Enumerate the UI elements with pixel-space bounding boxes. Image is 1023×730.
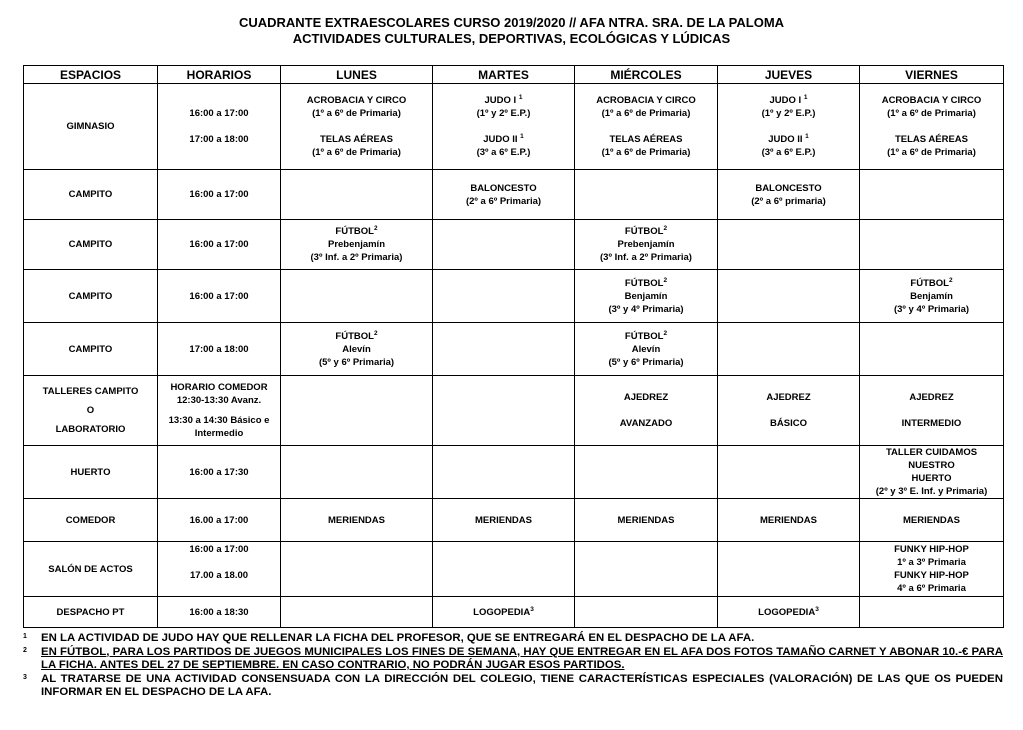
empty-cell xyxy=(718,323,860,376)
activity-cell: FÚTBOL$^2$ Benjamín (3º y 4º Primaria) xyxy=(575,270,718,323)
empty-cell xyxy=(718,220,860,270)
horario-cell: 16:00 a 17:00 17.00 a 18.00 xyxy=(158,542,281,597)
footnote-number: 1 xyxy=(23,633,27,640)
empty-cell xyxy=(281,270,433,323)
espacio-cell: CAMPITO xyxy=(24,220,158,270)
header-horarios: HORARIOS xyxy=(158,66,281,84)
activity-cell: FÚTBOL$^2$ Alevín (5º y 6º Primaria) xyxy=(575,323,718,376)
empty-cell xyxy=(575,170,718,220)
empty-cell xyxy=(281,376,433,446)
empty-cell xyxy=(281,446,433,499)
empty-cell xyxy=(433,376,575,446)
empty-cell xyxy=(575,542,718,597)
empty-cell xyxy=(718,542,860,597)
footnote-3 xyxy=(23,673,1003,700)
empty-cell xyxy=(433,270,575,323)
activity-cell: BALONCESTO (2º a 6º Primaria) xyxy=(433,170,575,220)
activity-cell: MERIENDAS xyxy=(575,499,718,542)
horario-cell: 16:00 a 17:00 xyxy=(158,270,281,323)
espacio-cell: HUERTO xyxy=(24,446,158,499)
empty-cell xyxy=(281,170,433,220)
schedule-table xyxy=(23,65,1004,628)
espacio-cell: CAMPITO xyxy=(24,270,158,323)
espacio-cell: CAMPITO xyxy=(24,170,158,220)
header-espacios: ESPACIOS xyxy=(24,66,158,84)
footnote-text: EN LA ACTIVIDAD DE JUDO HAY QUE RELLENAR LA FICHA DEL PROFESOR, QUE SE ENTREGARÁ EN EL DESPACHO DE LA AFA. xyxy=(41,632,755,644)
header-lunes: LUNES xyxy=(281,66,433,84)
table-row xyxy=(24,170,1004,220)
header-row xyxy=(24,66,1004,84)
empty-cell xyxy=(575,446,718,499)
horario-cell: 16:00 a 17:00 xyxy=(158,170,281,220)
empty-cell xyxy=(860,170,1004,220)
empty-cell xyxy=(433,323,575,376)
empty-cell xyxy=(433,446,575,499)
activity-cell: FÚTBOL$^2$ Alevín (5º y 6º Primaria) xyxy=(281,323,433,376)
espacio-cell: DESPACHO PT xyxy=(24,597,158,628)
table-row xyxy=(24,323,1004,376)
horario-cell: 16:00 a 18:30 xyxy=(158,597,281,628)
header-viernes: VIERNES xyxy=(860,66,1004,84)
horario-cell: 16.00 a 17:00 xyxy=(158,499,281,542)
empty-cell xyxy=(718,270,860,323)
activity-cell: FÚTBOL$^2$ Prebenjamín (3º Inf. a 2º Primaria) xyxy=(281,220,433,270)
activity-cell: LOGOPEDIA$^3$ xyxy=(433,597,575,628)
horario-cell: 17:00 a 18:00 xyxy=(158,323,281,376)
footnote-1 xyxy=(23,632,1003,646)
empty-cell xyxy=(281,542,433,597)
table-row xyxy=(24,446,1004,499)
horario-cell: 16:00 a 17:00 xyxy=(158,220,281,270)
horario-cell: 16:00 a 17:30 xyxy=(158,446,281,499)
activity-cell: AJEDREZ BÁSICO xyxy=(718,376,860,446)
activity-cell: MERIENDAS xyxy=(281,499,433,542)
espacio-cell: SALÓN DE ACTOS xyxy=(24,542,158,597)
empty-cell xyxy=(281,597,433,628)
activity-cell: AJEDREZ INTERMEDIO xyxy=(860,376,1004,446)
activity-cell: ACROBACIA Y CIRCO (1º a 6º de Primaria) TELAS AÉREAS (1º a 6º de Primaria) xyxy=(281,84,433,170)
activity-cell: ACROBACIA Y CIRCO (1º a 6º de Primaria) TELAS AÉREAS (1º a 6º de Primaria) xyxy=(575,84,718,170)
table-row xyxy=(24,597,1004,628)
empty-cell xyxy=(433,542,575,597)
document-subtitle: ACTIVIDADES CULTURALES, DEPORTIVAS, ECOLÓGICAS Y LÚDICAS xyxy=(292,31,731,46)
activity-cell: FÚTBOL$^2$ Prebenjamín (3º Inf. a 2º Primaria) xyxy=(575,220,718,270)
horario-cell: 16:00 a 17:00 17:00 a 18:00 xyxy=(158,84,281,170)
header-miercoles: MIÉRCOLES xyxy=(575,66,718,84)
activity-cell: JUDO I $^1$ (1º y 2º E.P.) JUDO II $^1$ (3º a 6º E.P.) xyxy=(718,84,860,170)
table-row xyxy=(24,84,1004,170)
header-martes: MARTES xyxy=(433,66,575,84)
activity-cell: ACROBACIA Y CIRCO (1º a 6º de Primaria) TELAS AÉREAS (1º a 6º de Primaria) xyxy=(860,84,1004,170)
activity-cell: TALLER CUIDAMOS NUESTRO HUERTO (2º y 3º E. Inf. y Primaria) xyxy=(860,446,1004,499)
espacio-cell: COMEDOR xyxy=(24,499,158,542)
table-row xyxy=(24,499,1004,542)
footnote-number: 3 xyxy=(23,673,27,681)
empty-cell xyxy=(433,220,575,270)
footnote-number: 2 xyxy=(23,646,27,654)
table-row xyxy=(24,376,1004,446)
footnote-2 xyxy=(23,646,1003,673)
table-row xyxy=(24,542,1004,597)
empty-cell xyxy=(718,446,860,499)
activity-cell: MERIENDAS xyxy=(433,499,575,542)
table-row xyxy=(24,270,1004,323)
document-title: CUADRANTE EXTRAESCOLARES CURSO 2019/2020 // AFA NTRA. SRA. DE LA PALOMA xyxy=(238,15,785,30)
footnotes xyxy=(23,632,1003,700)
activity-cell: BALONCESTO (2º a 6º primaria) xyxy=(718,170,860,220)
empty-cell xyxy=(860,597,1004,628)
activity-cell: FUNKY HIP-HOP 1º a 3º Primaria FUNKY HIP-HOP 4º a 6º Primaria xyxy=(860,542,1004,597)
table-row xyxy=(24,220,1004,270)
footnote-text: EN FÚTBOL, PARA LOS PARTIDOS DE JUEGOS MUNICIPALES LOS FINES DE SEMANA, HAY QUE ENTREGAR EN EL AFA DOS FOTOS TAMAÑO CARNET Y ABONAR 10.-€ PARA LA FICHA. ANTES DEL 27 DE SEPTIEMBRE. EN CASO CONTRARIO, NO PODRÁN JUGAR ESOS PARTIDOS. xyxy=(41,645,1003,671)
empty-cell xyxy=(860,323,1004,376)
espacio-cell: TALLERES CAMPITO O LABORATORIO xyxy=(24,376,158,446)
activity-cell: LOGOPEDIA$^3$ xyxy=(718,597,860,628)
activity-cell: MERIENDAS xyxy=(718,499,860,542)
espacio-cell: CAMPITO xyxy=(24,323,158,376)
empty-cell xyxy=(860,220,1004,270)
activity-cell: FÚTBOL$^2$ Benjamín (3º y 4º Primaria) xyxy=(860,270,1004,323)
header-jueves: JUEVES xyxy=(718,66,860,84)
activity-cell: MERIENDAS xyxy=(860,499,1004,542)
empty-cell xyxy=(575,597,718,628)
activity-cell: AJEDREZ AVANZADO xyxy=(575,376,718,446)
espacio-cell: GIMNASIO xyxy=(24,84,158,170)
footnote-text: AL TRATARSE DE UNA ACTIVIDAD CONSENSUADA CON LA DIRECCIÓN DEL COLEGIO, TIENE CARACTERÍSTICAS ESPECIALES (VALORACIÓN) DE LAS QUE OS PUEDEN INFORMAR EN EL DESPACHO DE LA AFA. xyxy=(41,672,1003,698)
activity-cell: JUDO I $^1$ (1º y 2º E.P.) JUDO II $^1$ (3º a 6º E.P.) xyxy=(433,84,575,170)
horario-cell: HORARIO COMEDOR 12:30-13:30 Avanz. 13:30 a 14:30 Básico e Intermedio xyxy=(158,376,281,446)
